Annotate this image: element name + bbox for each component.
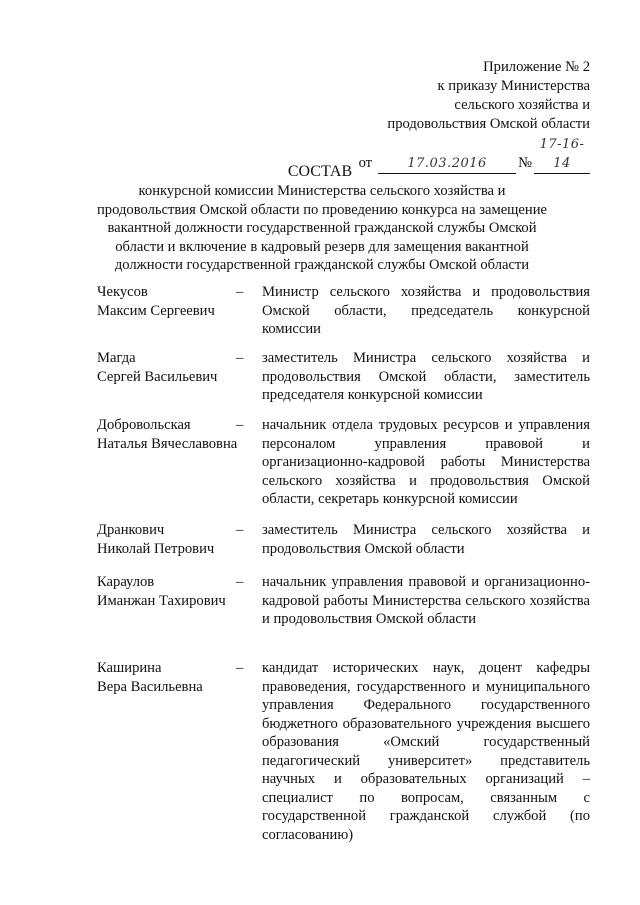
document-title: СОСТАВ <box>287 163 353 180</box>
member-name <box>97 416 247 453</box>
member-dash: – <box>236 284 244 300</box>
member-surname: Дранкович <box>97 522 165 538</box>
member-surname: Добровольская <box>97 417 191 433</box>
member-role: заместитель Министра сельского хозяйства и продовольствия Омской области, заместитель председателя конкурсной комиссии <box>262 350 590 403</box>
member-surname: Каширина <box>97 660 162 676</box>
order-date-handwritten: 17.03.2016 <box>407 156 487 171</box>
member-name <box>97 573 247 610</box>
member-dash: – <box>236 522 244 538</box>
member-surname: Караулов <box>97 574 155 590</box>
appendix-region-line: продовольствия Омской области <box>387 116 590 132</box>
appendix-block <box>359 58 590 174</box>
member-dash: – <box>236 350 244 366</box>
member-dash: – <box>236 417 244 433</box>
member-role: заместитель Министра сельского хозяйства и продовольствия Омской области <box>262 522 590 557</box>
number-label: № <box>518 155 532 171</box>
member-given-names: Иманжан Тахирович <box>97 592 226 609</box>
member-role: кандидат исторических наук, доцент кафедры правоведения, государственного и муниципального управления Федерального государственного бюджетного образовательного учреждения высшего образования «Омский государственный педагогический университет» представитель научных и образовательных организаций – специалист по вопросам, связанным с государственной гражданской службой (по согласованию) <box>262 660 590 843</box>
appendix-ministry-line: сельского хозяйства и <box>454 97 590 113</box>
appendix-order-ref: к приказу Министерства <box>437 78 590 94</box>
member-name <box>97 659 247 696</box>
member-name <box>97 521 247 558</box>
member-given-names: Сергей Васильевич <box>97 368 218 385</box>
from-label: от <box>358 155 373 171</box>
member-given-names: Наталья Вячеславовна <box>97 435 238 452</box>
member-surname: Чекусов <box>97 284 148 300</box>
member-given-names: Вера Васильевна <box>97 678 203 695</box>
document-subtitle: конкурсной комиссии Министерства сельского хозяйства и продовольствия Омской области по проведению конкурса на замещение вакантной должности государственной гражданской службы Омской области и включение в кадровый резерв для замещения вакантной должности государственной гражданской службы Омской области <box>97 183 547 273</box>
order-number-handwritten: 17-16-14 <box>539 137 585 171</box>
member-given-names: Николай Петрович <box>97 540 215 557</box>
member-dash: – <box>236 660 244 676</box>
member-given-names: Максим Сергеевич <box>97 302 215 319</box>
member-role: начальник управления правовой и организационно-кадровой работы Министерства сельского хозяйства и продовольствия Омской области <box>262 574 590 627</box>
member-name <box>97 283 247 320</box>
member-role: Министр сельского хозяйства и продовольствия Омской области, председатель конкурсной комиссии <box>262 284 590 337</box>
member-dash: – <box>236 574 244 590</box>
member-name <box>97 349 247 386</box>
member-surname: Магда <box>97 350 136 366</box>
appendix-title: Приложение № 2 <box>483 59 590 75</box>
member-role: начальник отдела трудовых ресурсов и управления персоналом управления правовой и организационно-кадровой работы Министерства сельского хозяйства и продовольствия Омской области, секретарь конкурсной комиссии <box>262 417 590 507</box>
